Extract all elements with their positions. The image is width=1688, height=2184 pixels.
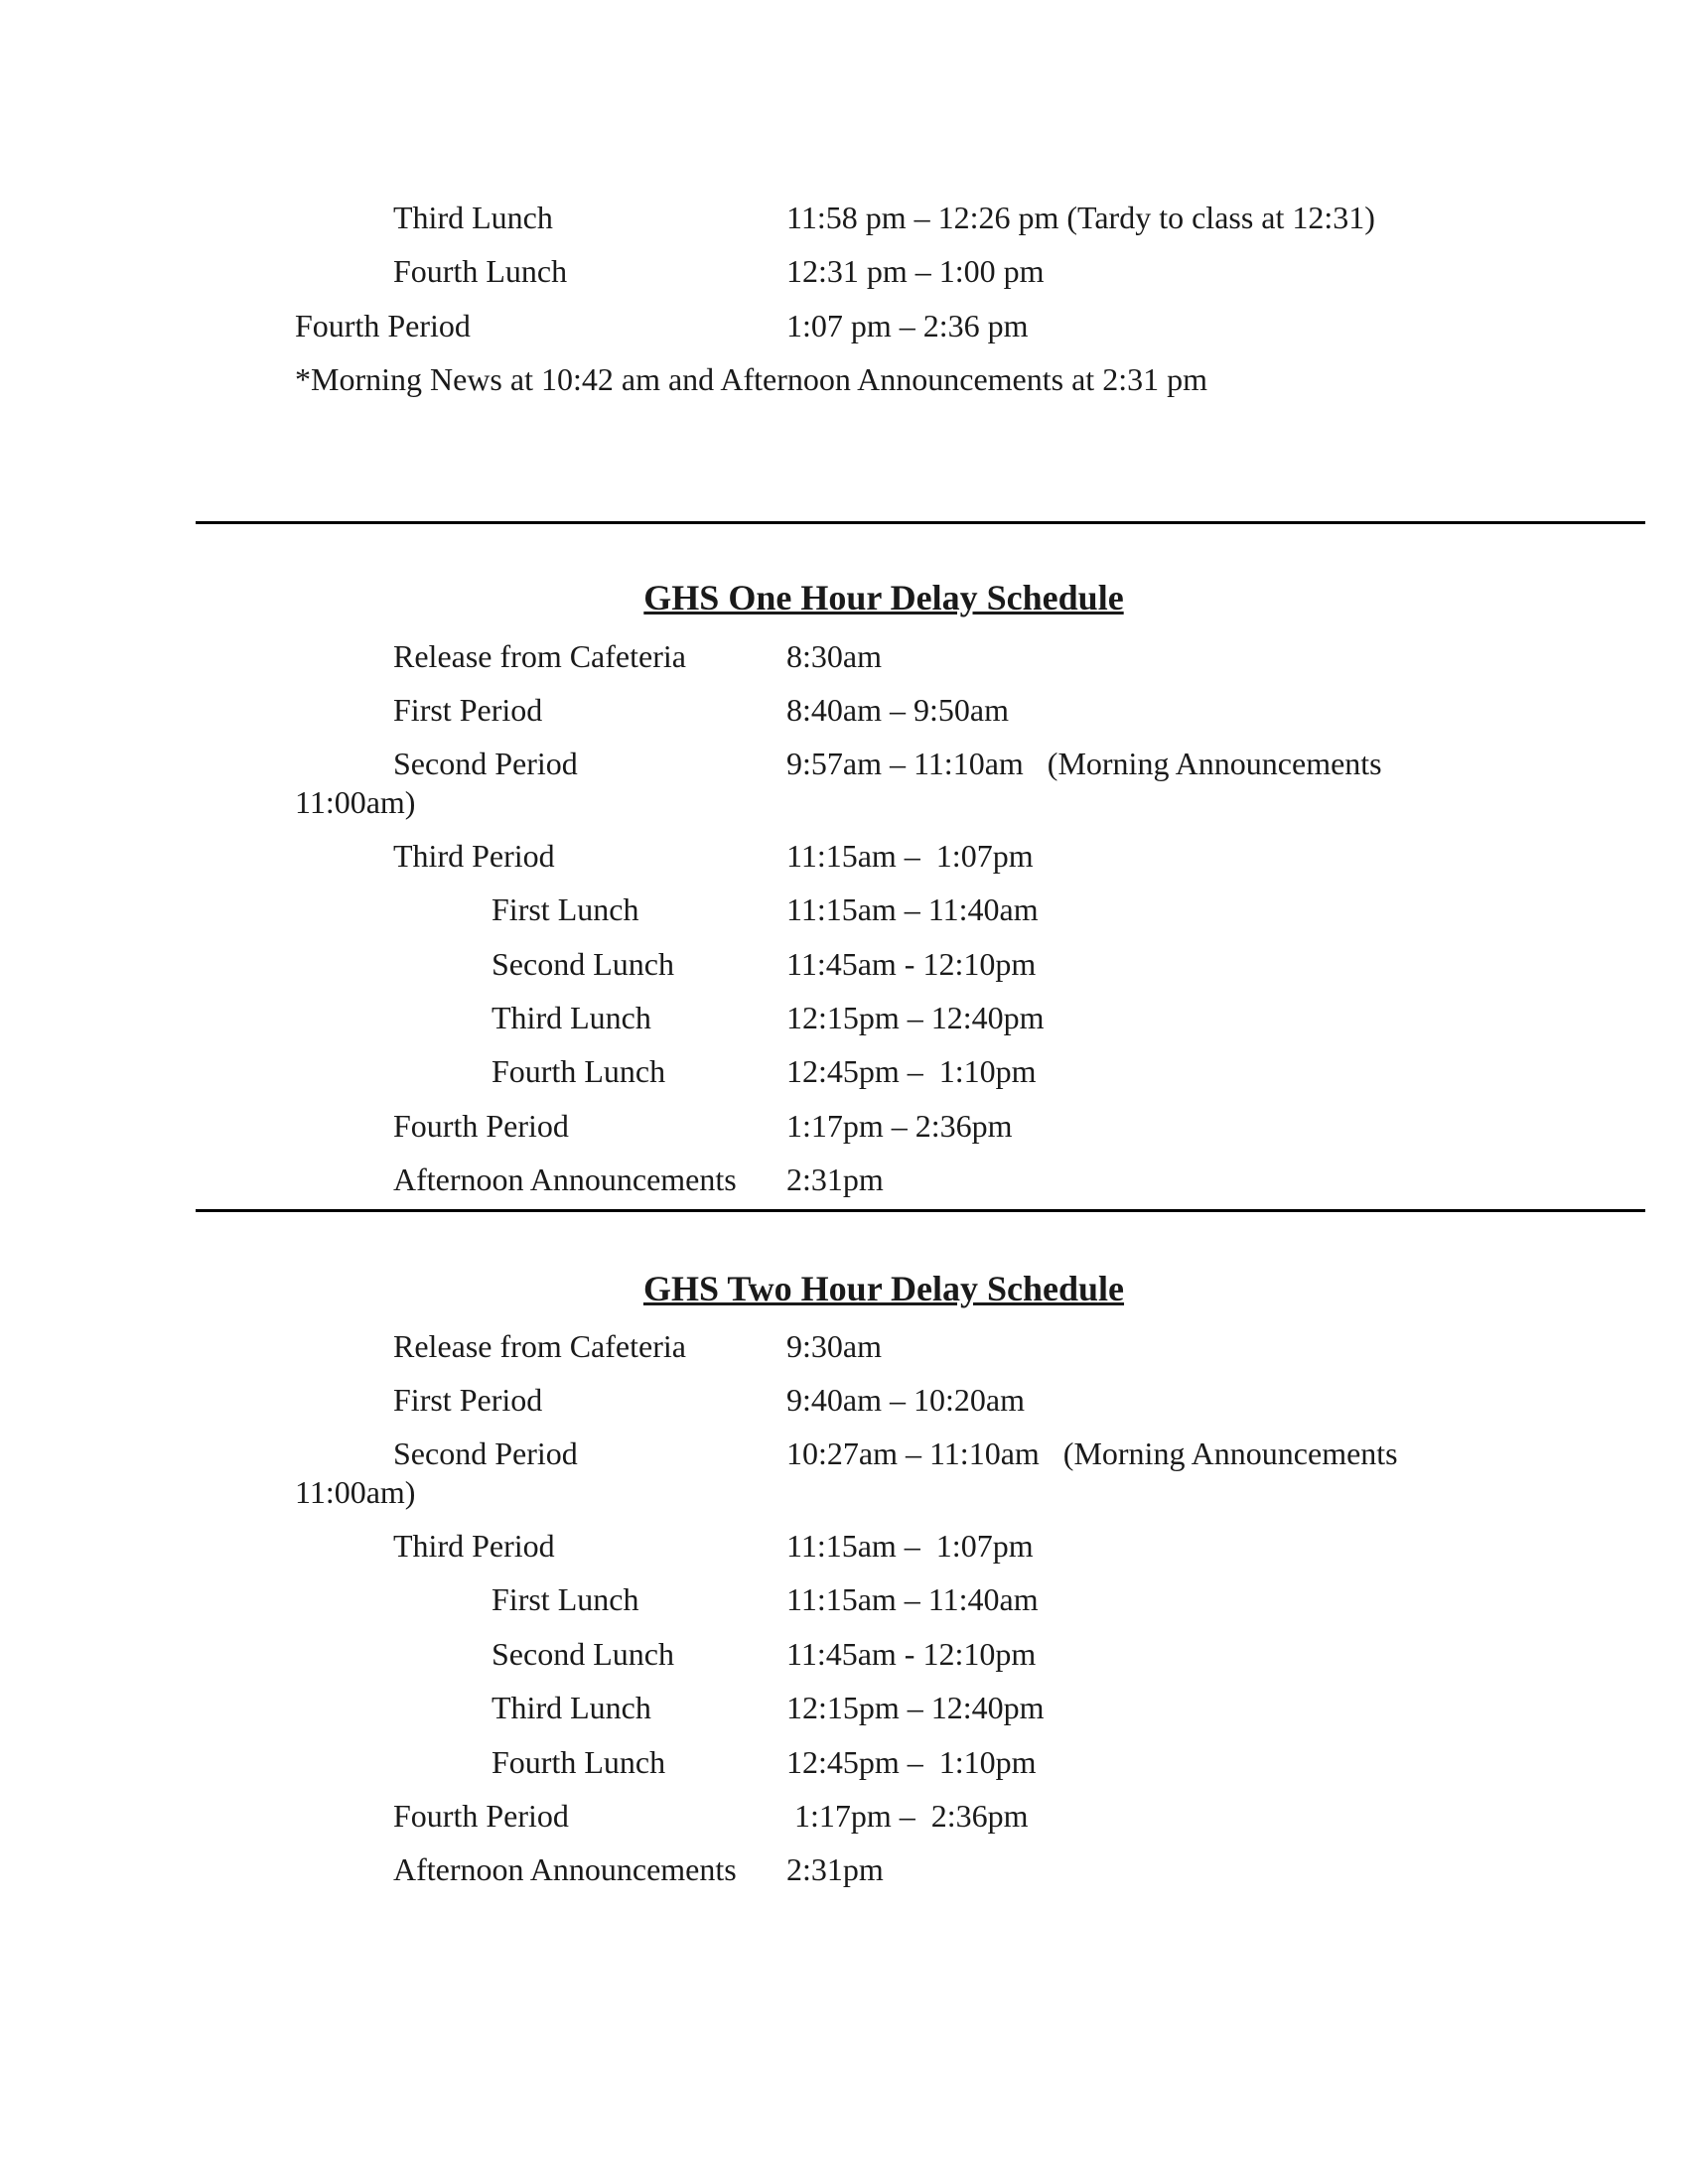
schedule-label: Second Lunch: [492, 1636, 674, 1672]
schedule-time: 12:31 pm – 1:00 pm: [786, 253, 1045, 289]
schedule-time: 1:17pm – 2:36pm: [786, 1108, 1013, 1144]
schedule-time-continuation: 11:00am): [295, 1474, 416, 1510]
schedule-time: 9:40am – 10:20am: [786, 1382, 1025, 1418]
schedule-time: 10:27am – 11:10am (Morning Announcements: [786, 1435, 1398, 1471]
one-hour-delay-title: GHS One Hour Delay Schedule: [643, 578, 1124, 617]
schedule-label: Afternoon Announcements: [393, 1851, 737, 1887]
schedule-label: Release from Cafeteria: [393, 638, 686, 674]
schedule-time: 2:31pm: [786, 1161, 884, 1197]
schedule-label: Fourth Period: [393, 1108, 569, 1144]
schedule-time: 11:45am - 12:10pm: [786, 1636, 1037, 1672]
schedule-label: Second Period: [393, 746, 578, 781]
schedule-label: Fourth Lunch: [492, 1053, 666, 1089]
schedule-label: Third Lunch: [492, 1000, 651, 1035]
schedule-label: First Period: [393, 1382, 543, 1418]
schedule-label: First Lunch: [492, 891, 639, 927]
section-divider: [196, 1209, 1645, 1212]
schedule-time: 9:30am: [786, 1328, 882, 1364]
schedule-label: Third Period: [393, 1528, 555, 1564]
schedule-time: 1:07 pm – 2:36 pm: [786, 308, 1029, 343]
schedule-label: First Lunch: [492, 1581, 639, 1617]
schedule-label: Fourth Period: [295, 308, 471, 343]
schedule-time: 11:15am – 1:07pm: [786, 1528, 1034, 1564]
schedule-time: 8:30am: [786, 638, 882, 674]
section-divider: [196, 521, 1645, 524]
schedule-time: 11:15am – 11:40am: [786, 891, 1039, 927]
schedule-time-continuation: 11:00am): [295, 784, 416, 820]
schedule-time: 12:45pm – 1:10pm: [786, 1053, 1037, 1089]
schedule-label: Third Lunch: [393, 200, 553, 235]
schedule-label: Second Period: [393, 1435, 578, 1471]
schedule-time: 12:15pm – 12:40pm: [786, 1000, 1045, 1035]
schedule-label: Fourth Lunch: [393, 253, 568, 289]
schedule-time: 9:57am – 11:10am (Morning Announcements: [786, 746, 1382, 781]
schedule-time: 12:45pm – 1:10pm: [786, 1744, 1037, 1780]
schedule-time: 11:15am – 11:40am: [786, 1581, 1039, 1617]
schedule-time: 11:15am – 1:07pm: [786, 838, 1034, 874]
schedule-label: Fourth Period: [393, 1798, 569, 1834]
schedule-time: 8:40am – 9:50am: [786, 692, 1009, 728]
schedule-time: 12:15pm – 12:40pm: [786, 1690, 1045, 1725]
schedule-label: Release from Cafeteria: [393, 1328, 686, 1364]
announcement-note: *Morning News at 10:42 am and Afternoon Announcements at 2:31 pm: [295, 361, 1207, 397]
schedule-label: Third Period: [393, 838, 555, 874]
schedule-time: 1:17pm – 2:36pm: [786, 1798, 1029, 1834]
schedule-label: Second Lunch: [492, 946, 674, 982]
schedule-time: 11:58 pm – 12:26 pm (Tardy to class at 12:31): [786, 200, 1375, 235]
schedule-label: First Period: [393, 692, 543, 728]
schedule-label: Afternoon Announcements: [393, 1161, 737, 1197]
two-hour-delay-title: GHS Two Hour Delay Schedule: [642, 1269, 1125, 1308]
schedule-label: Third Lunch: [492, 1690, 651, 1725]
schedule-time: 2:31pm: [786, 1851, 884, 1887]
schedule-label: Fourth Lunch: [492, 1744, 666, 1780]
schedule-time: 11:45am - 12:10pm: [786, 946, 1037, 982]
